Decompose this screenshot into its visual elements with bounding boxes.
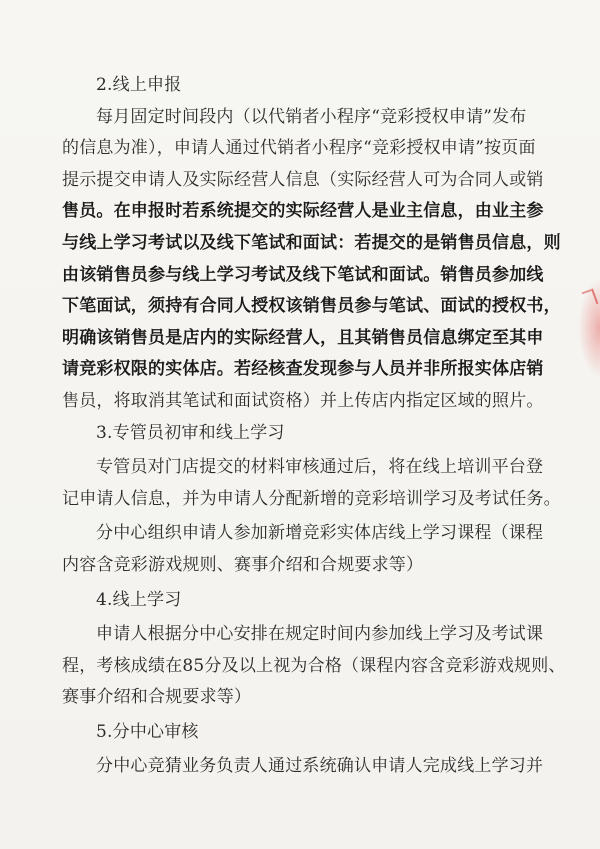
document-body	[62, 70, 566, 783]
section-heading-initial-review: 3.专管员初审和线上学习	[96, 422, 285, 443]
paragraph-line: 的信息为准），申请人通过代销者小程序“竞彩授权申请”按页面	[62, 138, 536, 159]
paragraph-line: 售员，将取消其笔试和面试资格）并上传店内指定区域的照片。	[62, 390, 544, 411]
paragraph-line: 与线上学习考试以及线下笔试和面试：若提交的是销售员信息，则	[62, 232, 561, 253]
paragraph-line: 分中心组织申请人参加新增竞彩实体店线上学习课程（课程	[96, 523, 544, 544]
section-heading-online-study: 4.线上学习	[96, 589, 182, 610]
paragraph-line: 提示提交申请人及实际经营人信息（实际经营人可为合同人或销	[62, 169, 544, 190]
paragraph-line: 申请人根据分中心安排在规定时间内参加线上学习及考试课	[96, 624, 544, 645]
paragraph-line: 请竞彩权限的实体店。若经核查发现参与人员并非所报实体店销	[62, 359, 544, 380]
paragraph-line: 明确该销售员是店内的实际经营人，且其销售员信息绑定至其申	[62, 327, 544, 348]
paragraph-line: 每月固定时间段内（以代销者小程序“竞彩授权申请”发布	[96, 106, 527, 127]
paragraph-line: 专管员对门店提交的材料审核通过后，将在线上培训平台登	[96, 457, 544, 478]
section-heading-online-application: 2.线上申报	[96, 75, 182, 95]
paragraph-line: 由该销售员参与线上学习考试及线下笔试和面试。销售员参加线	[62, 264, 544, 285]
paragraph-line: 分中心竞猜业务负责人通过系统确认申请人完成线上学习并	[96, 756, 544, 777]
paragraph-line: 赛事介绍和合规要求等）	[62, 687, 252, 708]
paragraph-line: 内容含竞彩游戏规则、赛事介绍和合规要求等）	[62, 554, 424, 575]
paragraph-line: 售员。在申报时若系统提交的实际经营人是业主信息，由业主参	[62, 201, 544, 222]
paragraph-line: 记申请人信息，并为申请人分配新增的竞彩培训学习及考试任务。	[62, 488, 561, 509]
paragraph-line: 下笔面试，须持有合同人授权该销售员参与笔试、面试的授权书，	[62, 296, 561, 317]
section-heading-center-review: 5.分中心审核	[96, 721, 199, 742]
paragraph-line: 程，考核成绩在85分及以上视为合格（课程内容含竞彩游戏规则、	[62, 655, 566, 676]
